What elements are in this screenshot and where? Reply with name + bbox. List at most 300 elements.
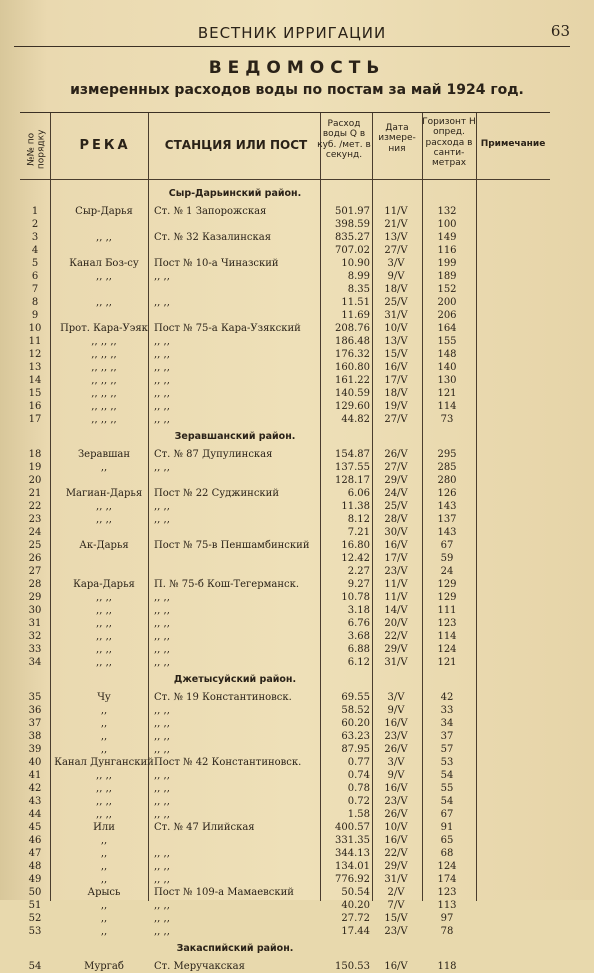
- date-cell: 22/V: [384, 848, 408, 859]
- river-cell: ,,: [100, 462, 108, 473]
- date-cell: 22/V: [384, 631, 408, 642]
- station-cell: ,, ,,: [154, 388, 170, 399]
- horizon-cell: 42: [440, 692, 454, 703]
- station-cell: ,, ,,: [154, 605, 170, 616]
- horizon-cell: 111: [437, 605, 457, 616]
- river-cell: ,, ,,: [96, 657, 112, 668]
- river-cell: Зеравшан: [77, 449, 131, 460]
- date-cell: 14/V: [384, 605, 408, 616]
- station-cell: ,, ,,: [154, 271, 170, 282]
- station-cell: ,, ,,: [154, 414, 170, 425]
- horizon-cell: 137: [437, 514, 457, 525]
- river-cell: ,, ,,: [96, 796, 112, 807]
- row-number: 38: [28, 731, 42, 742]
- horizon-cell: 126: [437, 488, 457, 499]
- date-cell: 16/V: [384, 540, 408, 551]
- document-title: ВЕДОМОСТЬ: [208, 58, 386, 78]
- table-row: [20, 361, 550, 374]
- table-row: [20, 821, 550, 834]
- horizon-cell: 152: [437, 284, 457, 295]
- flow-cell: 835.27: [335, 232, 370, 243]
- horizon-cell: 129: [437, 592, 457, 603]
- row-number: 5: [31, 258, 39, 269]
- station-cell: ,, ,,: [154, 657, 170, 668]
- horizon-cell: 295: [437, 449, 457, 460]
- horizon-cell: 143: [437, 501, 457, 512]
- river-cell: ,, ,, ,,: [91, 401, 117, 412]
- flow-cell: 208.76: [335, 323, 370, 334]
- date-cell: 31/V: [384, 874, 408, 885]
- header-flow: Расход воды Q в куб. /мет. в секунд.: [317, 119, 371, 161]
- table-row: [20, 400, 550, 413]
- table-row: [20, 656, 550, 669]
- table-row: [20, 283, 550, 296]
- row-number: 43: [28, 796, 42, 807]
- horizon-cell: 34: [440, 718, 454, 729]
- station-cell: ,, ,,: [154, 809, 170, 820]
- flow-cell: 3.68: [347, 631, 370, 642]
- flow-cell: 0.72: [347, 796, 370, 807]
- river-cell: ,, ,,: [96, 770, 112, 781]
- row-number: 6: [31, 271, 39, 282]
- horizon-cell: 199: [437, 258, 457, 269]
- station-cell: Ст. № 1 Запорожская: [154, 206, 267, 217]
- row-number: 14: [28, 375, 42, 386]
- row-number: 20: [28, 475, 42, 486]
- horizon-cell: 67: [440, 540, 454, 551]
- station-cell: Пост № 75-а Кара-Узякский: [154, 323, 301, 334]
- flow-cell: 707.02: [335, 245, 370, 256]
- station-cell: ,, ,,: [154, 631, 170, 642]
- row-number: 44: [28, 809, 42, 820]
- flow-cell: 0.74: [347, 770, 370, 781]
- row-number: 41: [28, 770, 42, 781]
- station-cell: ,, ,,: [154, 770, 170, 781]
- horizon-cell: 55: [440, 783, 454, 794]
- flow-cell: 11.38: [341, 501, 370, 512]
- table-row: [20, 296, 550, 309]
- station-cell: ,, ,,: [154, 297, 170, 308]
- station-cell: ,, ,,: [154, 462, 170, 473]
- row-number: 47: [28, 848, 42, 859]
- row-number: 28: [28, 579, 42, 590]
- river-cell: ,, ,,: [96, 297, 112, 308]
- horizon-cell: 67: [440, 809, 454, 820]
- header-number: №№ по порядку: [26, 129, 47, 170]
- row-number: 37: [28, 718, 42, 729]
- row-number: 18: [28, 449, 42, 460]
- flow-cell: 134.01: [335, 861, 370, 872]
- river-cell: Мургаб: [84, 961, 124, 972]
- header-date: Дата измере-ния: [378, 123, 416, 154]
- flow-cell: 6.12: [347, 657, 370, 668]
- station-cell: Ст. № 87 Дупулинская: [154, 449, 273, 460]
- header-river: РЕКА: [79, 138, 131, 153]
- flow-cell: 2.27: [347, 566, 370, 577]
- station-cell: П. № 75-б Кош-Тегерманск.: [154, 579, 300, 590]
- row-number: 13: [28, 362, 42, 373]
- date-cell: 10/V: [384, 323, 408, 334]
- river-cell: ,, ,,: [96, 631, 112, 642]
- date-cell: 13/V: [384, 232, 408, 243]
- region-heading: Сыр-Дарьинский район.: [168, 188, 302, 199]
- date-cell: 30/V: [384, 527, 408, 538]
- header-station: СТАНЦИЯ ИЛИ ПОСТ: [164, 138, 308, 152]
- river-cell: ,, ,,: [96, 618, 112, 629]
- date-cell: 26/V: [384, 449, 408, 460]
- station-cell: Ст. № 32 Казалинская: [154, 232, 272, 243]
- flow-cell: 63.23: [341, 731, 370, 742]
- flow-cell: 8.99: [347, 271, 370, 282]
- horizon-cell: 121: [437, 657, 457, 668]
- horizon-cell: 33: [440, 705, 454, 716]
- date-cell: 11/V: [384, 579, 408, 590]
- table-row: [20, 591, 550, 604]
- row-number: 50: [28, 887, 42, 898]
- row-number: 3: [31, 232, 39, 243]
- river-cell: ,,: [100, 731, 108, 742]
- river-cell: ,, ,, ,,: [91, 336, 117, 347]
- date-cell: 3/V: [387, 692, 405, 703]
- river-cell: ,, ,, ,,: [91, 362, 117, 373]
- row-number: 17: [28, 414, 42, 425]
- river-cell: ,,: [100, 835, 108, 846]
- river-cell: ,, ,,: [96, 232, 112, 243]
- row-number: 27: [28, 566, 42, 577]
- date-cell: 29/V: [384, 475, 408, 486]
- table-row: [20, 643, 550, 656]
- row-number: 16: [28, 401, 42, 412]
- horizon-cell: 124: [437, 644, 457, 655]
- date-cell: 25/V: [384, 297, 408, 308]
- date-cell: 29/V: [384, 644, 408, 655]
- date-cell: 23/V: [384, 796, 408, 807]
- river-cell: ,,: [100, 705, 108, 716]
- horizon-cell: 280: [437, 475, 457, 486]
- station-cell: ,, ,,: [154, 501, 170, 512]
- flow-cell: 129.60: [335, 401, 370, 412]
- horizon-cell: 65: [440, 835, 454, 846]
- river-cell: Канал Боз-су: [69, 258, 139, 269]
- horizon-cell: 24: [440, 566, 454, 577]
- row-number: 54: [28, 961, 42, 972]
- station-cell: ,, ,,: [154, 375, 170, 386]
- river-cell: Кара-Дарья: [73, 579, 135, 590]
- station-cell: ,, ,,: [154, 731, 170, 742]
- row-number: 21: [28, 488, 42, 499]
- station-cell: ,, ,,: [154, 718, 170, 729]
- flow-cell: 60.20: [341, 718, 370, 729]
- station-cell: ,, ,,: [154, 336, 170, 347]
- row-number: 40: [28, 757, 42, 768]
- document-subtitle: измеренных расходов воды по постам за май 1924 год.: [70, 82, 524, 98]
- horizon-cell: 78: [440, 926, 454, 937]
- row-number: 39: [28, 744, 42, 755]
- table-row: [20, 756, 550, 769]
- river-cell: ,, ,,: [96, 514, 112, 525]
- table-row: [20, 448, 550, 461]
- table-row: [20, 847, 550, 860]
- station-cell: Пост № 75-в Пеншамбинский: [154, 540, 310, 551]
- horizon-cell: 129: [437, 579, 457, 590]
- flow-cell: 9.27: [347, 579, 370, 590]
- flow-cell: 3.18: [347, 605, 370, 616]
- date-cell: 16/V: [384, 783, 408, 794]
- row-number: 25: [28, 540, 42, 551]
- flow-cell: 10.90: [341, 258, 370, 269]
- horizon-cell: 57: [440, 744, 454, 755]
- river-cell: ,,: [100, 861, 108, 872]
- date-cell: 26/V: [384, 744, 408, 755]
- row-number: 2: [31, 219, 39, 230]
- station-cell: Ст. № 47 Илийская: [154, 822, 255, 833]
- row-number: 51: [28, 900, 42, 911]
- region-heading: Закаспийский район.: [176, 943, 294, 954]
- row-number: 22: [28, 501, 42, 512]
- river-cell: ,, ,,: [96, 592, 112, 603]
- station-cell: ,, ,,: [154, 401, 170, 412]
- horizon-cell: 113: [437, 900, 457, 911]
- row-number: 42: [28, 783, 42, 794]
- date-cell: 15/V: [384, 913, 408, 924]
- row-number: 26: [28, 553, 42, 564]
- river-cell: ,, ,,: [96, 501, 112, 512]
- table-row: [20, 552, 550, 565]
- date-cell: 27/V: [384, 245, 408, 256]
- horizon-cell: 121: [437, 388, 457, 399]
- flow-cell: 6.88: [347, 644, 370, 655]
- horizon-cell: 97: [440, 913, 454, 924]
- station-cell: ,, ,,: [154, 848, 170, 859]
- row-number: 12: [28, 349, 42, 360]
- flow-cell: 8.12: [347, 514, 370, 525]
- horizon-cell: 59: [440, 553, 454, 564]
- flow-cell: 154.87: [335, 449, 370, 460]
- horizon-cell: 124: [437, 861, 457, 872]
- flow-cell: 7.21: [347, 527, 370, 538]
- horizon-cell: 123: [437, 618, 457, 629]
- table-row: [20, 387, 550, 400]
- table-row: [20, 834, 550, 847]
- date-cell: 17/V: [384, 553, 408, 564]
- date-cell: 19/V: [384, 401, 408, 412]
- flow-cell: 0.77: [347, 757, 370, 768]
- table-row: [20, 617, 550, 630]
- date-cell: 17/V: [384, 375, 408, 386]
- date-cell: 27/V: [384, 414, 408, 425]
- station-cell: ,, ,,: [154, 618, 170, 629]
- date-cell: 23/V: [384, 731, 408, 742]
- table-row: [20, 565, 550, 578]
- flow-cell: 160.80: [335, 362, 370, 373]
- flow-cell: 17.44: [341, 926, 370, 937]
- table-row: [20, 335, 550, 348]
- horizon-cell: 285: [437, 462, 457, 473]
- flow-cell: 186.48: [335, 336, 370, 347]
- horizon-cell: 54: [440, 796, 454, 807]
- row-number: 33: [28, 644, 42, 655]
- date-cell: 15/V: [384, 349, 408, 360]
- flow-cell: 87.95: [341, 744, 370, 755]
- row-number: 23: [28, 514, 42, 525]
- horizon-cell: 114: [437, 631, 457, 642]
- row-number: 11: [28, 336, 42, 347]
- river-cell: Арысь: [87, 887, 121, 898]
- table-row: [20, 860, 550, 873]
- flow-cell: 140.59: [335, 388, 370, 399]
- flow-cell: 176.32: [335, 349, 370, 360]
- table-row: [20, 513, 550, 526]
- table-row: [20, 730, 550, 743]
- date-cell: 11/V: [384, 206, 408, 217]
- station-cell: ,, ,,: [154, 705, 170, 716]
- date-cell: 28/V: [384, 514, 408, 525]
- header-note: Примечание: [480, 139, 546, 149]
- row-number: 30: [28, 605, 42, 616]
- table-row: [20, 717, 550, 730]
- date-cell: 21/V: [384, 219, 408, 230]
- station-cell: ,, ,,: [154, 362, 170, 373]
- row-number: 48: [28, 861, 42, 872]
- date-cell: 2/V: [387, 887, 405, 898]
- river-cell: ,,: [100, 913, 108, 924]
- flow-cell: 58.52: [341, 705, 370, 716]
- flow-cell: 398.59: [335, 219, 370, 230]
- date-cell: 23/V: [384, 566, 408, 577]
- station-cell: ,, ,,: [154, 926, 170, 937]
- flow-cell: 137.55: [335, 462, 370, 473]
- table-row: [20, 743, 550, 756]
- river-cell: Или: [93, 822, 115, 833]
- date-cell: 13/V: [384, 336, 408, 347]
- station-cell: ,, ,,: [154, 913, 170, 924]
- table-row: [20, 873, 550, 886]
- river-cell: ,, ,, ,,: [91, 414, 117, 425]
- flow-cell: 776.92: [335, 874, 370, 885]
- flow-cell: 11.51: [341, 297, 370, 308]
- table-row: [20, 960, 550, 973]
- date-cell: 20/V: [384, 618, 408, 629]
- river-cell: ,,: [100, 874, 108, 885]
- station-cell: Пост № 109-а Мамаевский: [154, 887, 294, 898]
- station-cell: ,, ,,: [154, 744, 170, 755]
- station-cell: ,, ,,: [154, 783, 170, 794]
- horizon-cell: 155: [437, 336, 457, 347]
- header-horizon: Горизонт H опред. расхода в санти-метрах: [422, 117, 476, 169]
- table-row: [20, 474, 550, 487]
- table-row: [20, 782, 550, 795]
- row-number: 53: [28, 926, 42, 937]
- row-number: 46: [28, 835, 42, 846]
- date-cell: 24/V: [384, 488, 408, 499]
- station-cell: ,, ,,: [154, 861, 170, 872]
- river-cell: Сыр-Дарья: [75, 206, 133, 217]
- river-cell: ,,: [100, 744, 108, 755]
- row-number: 45: [28, 822, 42, 833]
- row-number: 35: [28, 692, 42, 703]
- region-heading: Джетысуйский район.: [173, 674, 297, 685]
- table-row: [20, 487, 550, 500]
- flow-cell: 10.78: [341, 592, 370, 603]
- river-cell: ,, ,, ,,: [91, 349, 117, 360]
- region-heading: Зеравшанский район.: [174, 431, 296, 442]
- flow-cell: 331.35: [335, 835, 370, 846]
- horizon-cell: 149: [437, 232, 457, 243]
- table-row: [20, 348, 550, 361]
- flow-cell: 44.82: [341, 414, 370, 425]
- table-row: [20, 244, 550, 257]
- river-cell: ,, ,,: [96, 605, 112, 616]
- river-cell: ,, ,, ,,: [91, 375, 117, 386]
- table-row: [20, 769, 550, 782]
- row-number: 36: [28, 705, 42, 716]
- station-cell: Пост № 42 Константиновск.: [154, 757, 302, 768]
- date-cell: 23/V: [384, 926, 408, 937]
- flow-cell: 50.54: [341, 887, 370, 898]
- river-cell: ,, ,,: [96, 809, 112, 820]
- date-cell: 25/V: [384, 501, 408, 512]
- river-cell: Ак-Дарья: [79, 540, 129, 551]
- horizon-cell: 123: [437, 887, 457, 898]
- table-row: [20, 899, 550, 912]
- table-row: [20, 578, 550, 591]
- station-cell: ,, ,,: [154, 349, 170, 360]
- river-cell: ,, ,,: [96, 271, 112, 282]
- station-cell: ,, ,,: [154, 874, 170, 885]
- station-cell: ,, ,,: [154, 796, 170, 807]
- station-cell: Пост № 10-а Чиназский: [154, 258, 279, 269]
- table-row: [20, 691, 550, 704]
- horizon-cell: 174: [437, 874, 457, 885]
- flow-cell: 0.78: [347, 783, 370, 794]
- flow-cell: 16.80: [341, 540, 370, 551]
- river-cell: ,, ,,: [96, 644, 112, 655]
- table-row: [20, 912, 550, 925]
- station-cell: ,, ,,: [154, 514, 170, 525]
- river-cell: ,,: [100, 900, 108, 911]
- horizon-cell: 130: [437, 375, 457, 386]
- date-cell: 18/V: [384, 388, 408, 399]
- date-cell: 29/V: [384, 861, 408, 872]
- row-number: 4: [31, 245, 39, 256]
- row-number: 32: [28, 631, 42, 642]
- table-row: [20, 309, 550, 322]
- date-cell: 18/V: [384, 284, 408, 295]
- date-cell: 16/V: [384, 835, 408, 846]
- flow-cell: 27.72: [341, 913, 370, 924]
- station-cell: Ст. Меручакская: [154, 961, 245, 972]
- table-row: [20, 374, 550, 387]
- row-number: 34: [28, 657, 42, 668]
- flow-cell: 161.22: [335, 375, 370, 386]
- horizon-cell: 132: [437, 206, 457, 217]
- flow-cell: 8.35: [347, 284, 370, 295]
- table-row: [20, 270, 550, 283]
- table-row: [20, 257, 550, 270]
- row-number: 10: [28, 323, 42, 334]
- row-number: 9: [31, 310, 39, 321]
- table-row: [20, 795, 550, 808]
- horizon-cell: 140: [437, 362, 457, 373]
- horizon-cell: 68: [440, 848, 454, 859]
- table-row: [20, 539, 550, 552]
- table-row: [20, 461, 550, 474]
- horizon-cell: 73: [440, 414, 454, 425]
- river-cell: Прот. Кара-Уэяк: [60, 323, 148, 334]
- horizon-cell: 54: [440, 770, 454, 781]
- horizon-cell: 148: [437, 349, 457, 360]
- table-row: [20, 925, 550, 938]
